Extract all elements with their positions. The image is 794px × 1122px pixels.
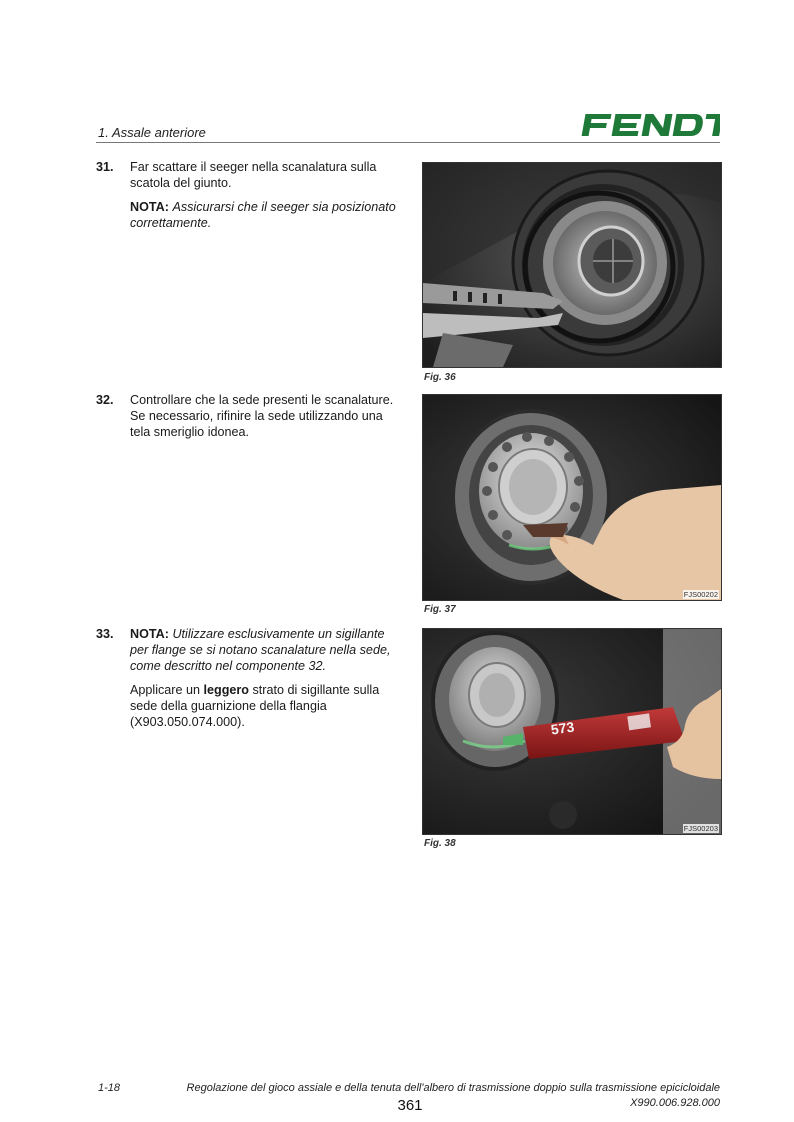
note-text: Assicurarsi che il seeger sia posizionato correttamente.	[130, 200, 396, 230]
note-text: Utilizzare esclusivamente un sigillante per flange se si notano scanalature nella sede, come descritto nel componente 32.	[130, 627, 391, 673]
tube-label-text: 573	[549, 718, 576, 738]
figure-code: FJS00203	[683, 824, 718, 833]
footer-doc-number: X990.006.928.000	[630, 1097, 720, 1109]
footer-title: Regolazione del gioco assiale e della tenuta dell'albero di trasmissione doppio sulla trasmissione epicicloidale	[186, 1082, 720, 1094]
figure-37-photo	[422, 394, 722, 601]
step-number: 32.	[96, 393, 114, 407]
header-rule	[96, 142, 720, 143]
figure-38-photo	[422, 628, 722, 835]
figure-37-caption: Fig. 37	[424, 604, 456, 615]
step-32	[96, 392, 396, 448]
page-number: 361	[397, 1097, 423, 1114]
step-note	[130, 199, 396, 231]
step-33	[96, 626, 396, 738]
step-31	[96, 159, 396, 239]
note-label: NOTA:	[130, 627, 169, 641]
step-note	[130, 626, 396, 674]
step-text: Controllare che la sede presenti le scanalature. Se necessario, rifinire la sede utilizzando una tela smeriglio idonea.	[130, 393, 394, 439]
figure-38-caption: Fig. 38	[424, 838, 456, 849]
note-label: NOTA:	[130, 200, 169, 214]
footer-page-ref: 1-18	[98, 1082, 121, 1094]
figure-36-caption: Fig. 36	[424, 372, 456, 383]
step-number: 33.	[96, 627, 114, 641]
section-title: 1. Assale anteriore	[98, 125, 206, 140]
step-text: Far scattare il seeger nella scanalatura sulla scatola del giunto.	[130, 160, 377, 190]
fendt-logo	[576, 111, 720, 139]
figure-36-photo	[422, 162, 722, 368]
step-text: Applicare un leggero strato di sigillante sulla sede della guarnizione della flangia (X903.050.074.000).	[130, 683, 380, 729]
emphasis: leggero	[203, 683, 250, 697]
figure-code: FJS00202	[683, 590, 718, 599]
step-number: 31.	[96, 160, 114, 174]
